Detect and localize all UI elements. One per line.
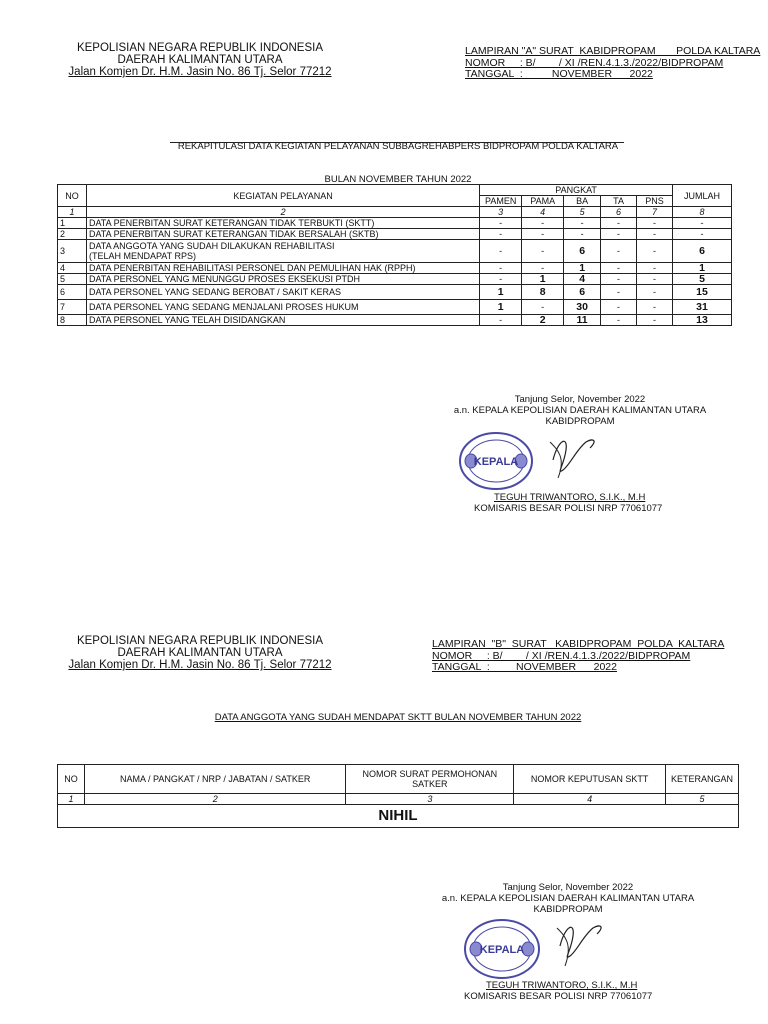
- signature-block-1: [420, 394, 740, 427]
- cell-pama: -: [522, 218, 564, 229]
- cell-pns: -: [637, 315, 673, 326]
- attachment-ref-a: [465, 46, 760, 81]
- cell-jumlah: 5: [672, 274, 731, 285]
- cell-jumlah: 13: [672, 315, 731, 326]
- cell-jumlah: 31: [672, 300, 731, 315]
- cell-pamen: -: [480, 315, 522, 326]
- cell-pama: -: [522, 300, 564, 315]
- cell-ba: 6: [564, 240, 601, 263]
- row-kegiatan-line2: (TELAH MENDAPAT RPS): [88, 251, 196, 261]
- column-number-row: [58, 794, 739, 805]
- col-header-nomor-surat-line2: SATKER: [412, 779, 448, 789]
- table-row: [58, 229, 732, 240]
- nomor-line: NOMOR : B/ / XI /REN.4.1.3./2022/BIDPROPAM: [465, 56, 724, 69]
- row-kegiatan: DATA PERSONEL YANG MENUNGGU PROSES EKSEKUSI PTDH: [86, 274, 479, 285]
- cell-pamen: 1: [480, 285, 522, 300]
- cell-jumlah: -: [672, 229, 731, 240]
- col-num: 3: [480, 207, 522, 218]
- cell-ba: 30: [564, 300, 601, 315]
- title-line-1: REKAPITULASI DATA KEGIATAN PELAYANAN SUBBAGREHABPERS BIDPROPAM POLDA KALTARA: [177, 141, 619, 152]
- cell-ba: 6: [564, 285, 601, 300]
- cell-ta: -: [601, 218, 637, 229]
- cell-ba: -: [564, 229, 601, 240]
- cell-pns: -: [637, 300, 673, 315]
- col-num: 6: [601, 207, 637, 218]
- sktt-table: [57, 764, 739, 828]
- cell-pns: -: [637, 218, 673, 229]
- cell-pama: 2: [522, 315, 564, 326]
- cell-pns: -: [637, 285, 673, 300]
- col-header-no: NO: [58, 185, 87, 207]
- cell-jumlah: 1: [672, 263, 731, 274]
- cell-jumlah: 15: [672, 285, 731, 300]
- table-row: [58, 263, 732, 274]
- col-header-pangkat: PANGKAT: [480, 185, 673, 196]
- table-row: [58, 240, 732, 263]
- cell-pama: -: [522, 240, 564, 263]
- signer-name: TEGUH TRIWANTORO, S.I.K., M.H: [494, 492, 646, 503]
- letterhead-1: [55, 42, 345, 78]
- cell-ta: -: [601, 229, 637, 240]
- cell-pns: -: [637, 229, 673, 240]
- lampiran-line: LAMPIRAN "B" SURAT KABIDPROPAM POLDA KALTARA: [432, 638, 725, 650]
- column-number-row: [58, 207, 732, 218]
- cell-pns: -: [637, 240, 673, 263]
- row-kegiatan: [86, 240, 479, 263]
- cell-pama: -: [522, 229, 564, 240]
- cell-pamen: 1: [480, 300, 522, 315]
- on-behalf-of: a.n. KEPALA KEPOLISIAN DAERAH KALIMANTAN UTARA: [441, 893, 695, 904]
- row-kegiatan: DATA PENERBITAN SURAT KETERANGAN TIDAK BERSALAH (SKTB): [86, 229, 479, 240]
- row-no: 3: [58, 240, 87, 263]
- table-row: [58, 300, 732, 315]
- cell-pns: -: [637, 263, 673, 274]
- col-header-keterangan: KETERANGAN: [665, 765, 738, 794]
- tanggal-line: TANGGAL : NOVEMBER 2022: [432, 661, 617, 673]
- col-header-pns: PNS: [637, 196, 673, 207]
- cell-pamen: -: [480, 218, 522, 229]
- signer-rank: KOMISARIS BESAR POLISI NRP 77061077: [474, 503, 663, 514]
- cell-ba: 11: [564, 315, 601, 326]
- cell-jumlah: -: [672, 218, 731, 229]
- title-underline: [170, 142, 624, 143]
- attachment-ref-b: [432, 639, 724, 674]
- col-header-nomor-surat-line1: NOMOR SURAT PERMOHONAN: [362, 769, 498, 779]
- sktt-title: DATA ANGGOTA YANG SUDAH MENDAPAT SKTT BULAN NOVEMBER TAHUN 2022: [214, 712, 582, 723]
- col-num: 1: [58, 207, 87, 218]
- row-no: 6: [58, 285, 87, 300]
- col-num: 2: [84, 794, 345, 805]
- col-header-ba: BA: [564, 196, 601, 207]
- row-no: 1: [58, 218, 87, 229]
- col-num: 3: [346, 794, 514, 805]
- org-address: Jalan Komjen Dr. H.M. Jasin No. 86 Tj. Selor 77212: [68, 66, 332, 78]
- row-kegiatan-line1: DATA ANGGOTA YANG SUDAH DILAKUKAN REHABILITASI: [88, 241, 335, 251]
- on-behalf-of: a.n. KEPALA KEPOLISIAN DAERAH KALIMANTAN UTARA: [453, 405, 707, 416]
- row-kegiatan: DATA PENERBITAN REHABILITASI PERSONEL DAN PEMULIHAN HAK (RPPH): [86, 263, 479, 274]
- col-num: 2: [86, 207, 479, 218]
- cell-pamen: -: [480, 263, 522, 274]
- cell-ta: -: [601, 263, 637, 274]
- cell-pamen: -: [480, 274, 522, 285]
- col-num: 5: [665, 794, 738, 805]
- col-header-nama: NAMA / PANGKAT / NRP / JABATAN / SATKER: [84, 765, 345, 794]
- row-no: 4: [58, 263, 87, 274]
- stamp-text: KEPALA: [479, 944, 525, 956]
- row-no: 2: [58, 229, 87, 240]
- cell-ta: -: [601, 300, 637, 315]
- org-region: DAERAH KALIMANTAN UTARA: [117, 647, 283, 659]
- cell-ba: -: [564, 218, 601, 229]
- cell-ta: -: [601, 285, 637, 300]
- place-date: Tanjung Selor, November 2022: [502, 882, 634, 893]
- col-num: 8: [672, 207, 731, 218]
- col-num: 7: [637, 207, 673, 218]
- col-header-ta: TA: [601, 196, 637, 207]
- signer-id-2: [464, 980, 652, 1002]
- signer-name: TEGUH TRIWANTORO, S.I.K., M.H: [486, 980, 638, 991]
- rekap-table: [57, 184, 732, 326]
- cell-ba: 4: [564, 274, 601, 285]
- row-no: 7: [58, 300, 87, 315]
- org-name: KEPOLISIAN NEGARA REPUBLIK INDONESIA: [76, 635, 324, 647]
- row-kegiatan: DATA PERSONEL YANG SEDANG BEROBAT / SAKIT KERAS: [86, 285, 479, 300]
- col-header-no: NO: [58, 765, 85, 794]
- row-kegiatan: DATA PERSONEL YANG TELAH DISIDANGKAN: [86, 315, 479, 326]
- cell-pama: 8: [522, 285, 564, 300]
- signer-role: KABIDPROPAM: [545, 416, 615, 427]
- col-header-nomor-keputusan: NOMOR KEPUTUSAN SKTT: [514, 765, 666, 794]
- cell-ta: -: [601, 240, 637, 263]
- col-header-nomor-surat: [346, 765, 514, 794]
- official-stamp-2: [462, 916, 612, 980]
- org-name: KEPOLISIAN NEGARA REPUBLIK INDONESIA: [76, 42, 324, 54]
- org-region: DAERAH KALIMANTAN UTARA: [117, 54, 283, 66]
- row-no: 8: [58, 315, 87, 326]
- cell-pama: 1: [522, 274, 564, 285]
- table-row: [58, 285, 732, 300]
- cell-ta: -: [601, 274, 637, 285]
- cell-ta: -: [601, 315, 637, 326]
- col-header-pama: PAMA: [522, 196, 564, 207]
- cell-pamen: -: [480, 240, 522, 263]
- place-date: Tanjung Selor, November 2022: [514, 394, 646, 405]
- signer-id-1: [474, 492, 662, 514]
- stamp-and-signature-graphic: [458, 430, 608, 492]
- table-row: [58, 315, 732, 326]
- cell-pama: -: [522, 263, 564, 274]
- col-header-jumlah: JUMLAH: [672, 185, 731, 207]
- cell-ba: 1: [564, 263, 601, 274]
- official-stamp-1: [458, 430, 608, 492]
- signer-rank: KOMISARIS BESAR POLISI NRP 77061077: [464, 991, 653, 1002]
- col-header-pamen: PAMEN: [480, 196, 522, 207]
- stamp-text: KEPALA: [473, 456, 519, 468]
- col-header-kegiatan: KEGIATAN PELAYANAN: [86, 185, 479, 207]
- row-no: 5: [58, 274, 87, 285]
- lampiran-line: LAMPIRAN "A" SURAT KABIDPROPAM POLDA KALTARA: [465, 45, 761, 57]
- cell-pns: -: [637, 274, 673, 285]
- stamp-and-signature-graphic: [462, 916, 612, 980]
- letterhead-2: [55, 635, 345, 671]
- col-num: 4: [522, 207, 564, 218]
- nomor-line: NOMOR : B/ / XI /REN.4.1.3./2022/BIDPROPAM: [432, 649, 691, 662]
- cell-jumlah: 6: [672, 240, 731, 263]
- col-num: 5: [564, 207, 601, 218]
- org-address: Jalan Komjen Dr. H.M. Jasin No. 86 Tj. Selor 77212: [68, 659, 332, 671]
- nihil-row: NIHIL: [58, 805, 739, 828]
- signature-block-2: [408, 882, 728, 915]
- title-line-2: BULAN NOVEMBER TAHUN 2022: [324, 174, 472, 185]
- signer-role: KABIDPROPAM: [533, 904, 603, 915]
- tanggal-line: TANGGAL : NOVEMBER 2022: [465, 68, 653, 80]
- row-kegiatan: DATA PENERBITAN SURAT KETERANGAN TIDAK TERBUKTI (SKTT): [86, 218, 479, 229]
- cell-pamen: -: [480, 229, 522, 240]
- row-kegiatan: DATA PERSONEL YANG SEDANG MENJALANI PROSES HUKUM: [86, 300, 479, 315]
- col-num: 4: [514, 794, 666, 805]
- col-num: 1: [58, 794, 85, 805]
- table-row: [58, 274, 732, 285]
- table-row: [58, 218, 732, 229]
